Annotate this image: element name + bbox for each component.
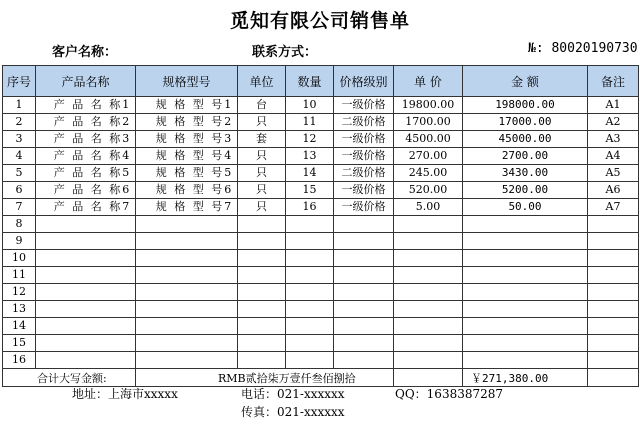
- cell-quantity: 10: [286, 97, 334, 114]
- cell-spec: 规 格 型 号1: [136, 97, 238, 114]
- cell-unit: 只: [238, 165, 286, 182]
- cell-product-name: [36, 352, 136, 369]
- cell-product-name: 产 品 名 称5: [36, 165, 136, 182]
- table-row: [3, 165, 639, 182]
- cell-unit: 只: [238, 182, 286, 199]
- cell-spec: [136, 284, 238, 301]
- header-unit: 单位: [238, 66, 286, 97]
- cell-index: 15: [3, 335, 36, 352]
- cell-product-name: [36, 216, 136, 233]
- page-title: 觅知有限公司销售单: [229, 10, 410, 32]
- table-row: [3, 267, 639, 284]
- cell-spec: [136, 233, 238, 250]
- cell-spec: [136, 267, 238, 284]
- cell-index: 9: [3, 233, 36, 250]
- cell-amount: 45000.00: [463, 131, 588, 148]
- cell-price-level: 二级价格: [334, 165, 394, 182]
- cell-index: 16: [3, 352, 36, 369]
- cell-unit-price: 520.00: [394, 182, 463, 199]
- cell-product-name: [36, 284, 136, 301]
- cell-spec: [136, 301, 238, 318]
- cell-price-level: 一级价格: [334, 182, 394, 199]
- cell-unit-price: 4500.00: [394, 131, 463, 148]
- header-index: 序号: [3, 66, 36, 97]
- cell-price-level: [334, 318, 394, 335]
- cell-product-name: 产 品 名 称3: [36, 131, 136, 148]
- table-row: [3, 318, 639, 335]
- header-amount: 金 额: [463, 66, 588, 97]
- order-number-value: 80020190730: [551, 41, 638, 56]
- cell-remark: A4: [588, 148, 639, 165]
- cell-unit: [238, 216, 286, 233]
- cell-price-level: 一级价格: [334, 148, 394, 165]
- table-row: [3, 301, 639, 318]
- cell-product-name: 产 品 名 称6: [36, 182, 136, 199]
- cell-unit-price: [394, 318, 463, 335]
- cell-unit: [238, 233, 286, 250]
- cell-product-name: [36, 335, 136, 352]
- cell-unit-price: [394, 267, 463, 284]
- cell-price-level: 一级价格: [334, 97, 394, 114]
- cell-amount: 50.00: [463, 199, 588, 216]
- cell-index: 13: [3, 301, 36, 318]
- cell-quantity: [286, 352, 334, 369]
- cell-spec: 规 格 型 号7: [136, 199, 238, 216]
- cell-remark: [588, 301, 639, 318]
- contact-label: 联系方式：: [252, 45, 318, 60]
- header-remark: 备注: [588, 66, 639, 97]
- cell-index: 14: [3, 318, 36, 335]
- table-row: [3, 335, 639, 352]
- cell-remark: A5: [588, 165, 639, 182]
- cell-index: 11: [3, 267, 36, 284]
- cell-unit: [238, 301, 286, 318]
- customer-name-label: 客户名称：: [52, 45, 118, 60]
- cell-spec: [136, 352, 238, 369]
- cell-spec: [136, 216, 238, 233]
- cell-spec: [136, 335, 238, 352]
- cell-product-name: [36, 267, 136, 284]
- cell-remark: [588, 216, 639, 233]
- cell-remark: A6: [588, 182, 639, 199]
- sales-table: [2, 65, 639, 387]
- fax: 传真：021-xxxxxx: [241, 405, 345, 419]
- cell-product-name: 产 品 名 称7: [36, 199, 136, 216]
- table-row: [3, 216, 639, 233]
- cell-price-level: [334, 284, 394, 301]
- cell-quantity: 16: [286, 199, 334, 216]
- table-row: [3, 114, 639, 131]
- cell-product-name: [36, 301, 136, 318]
- cell-index: 4: [3, 148, 36, 165]
- phone: 电话：021-xxxxxx: [241, 387, 345, 401]
- cell-remark: [588, 335, 639, 352]
- cell-product-name: 产 品 名 称2: [36, 114, 136, 131]
- cell-remark: A3: [588, 131, 639, 148]
- cell-amount: [463, 250, 588, 267]
- cell-amount: [463, 335, 588, 352]
- cell-quantity: [286, 216, 334, 233]
- cell-remark: [588, 318, 639, 335]
- cell-unit: 套: [238, 131, 286, 148]
- table-row: [3, 182, 639, 199]
- cell-index: 1: [3, 97, 36, 114]
- cell-remark: [588, 250, 639, 267]
- cell-unit-price: [394, 352, 463, 369]
- cell-quantity: 15: [286, 182, 334, 199]
- cell-quantity: [286, 318, 334, 335]
- cell-quantity: [286, 284, 334, 301]
- cell-amount: 5200.00: [463, 182, 588, 199]
- cell-amount: [463, 301, 588, 318]
- qq: QQ：1638387287: [395, 387, 504, 401]
- cell-quantity: 14: [286, 165, 334, 182]
- order-number-label: №:: [528, 41, 544, 56]
- cell-unit-price: 245.00: [394, 165, 463, 182]
- cell-unit-price: [394, 233, 463, 250]
- cell-unit: [238, 284, 286, 301]
- cell-unit-price: 5.00: [394, 199, 463, 216]
- table-row: [3, 250, 639, 267]
- cell-amount: 2700.00: [463, 148, 588, 165]
- cell-amount: [463, 267, 588, 284]
- cell-amount: 3430.00: [463, 165, 588, 182]
- cell-index: 3: [3, 131, 36, 148]
- total-remark: [588, 369, 639, 387]
- cell-spec: 规 格 型 号6: [136, 182, 238, 199]
- address: 地址：上海市xxxxx: [72, 387, 178, 401]
- header-unit-price: 单 价: [394, 66, 463, 97]
- cell-index: 6: [3, 182, 36, 199]
- cell-amount: [463, 233, 588, 250]
- cell-spec: 规 格 型 号4: [136, 148, 238, 165]
- cell-amount: [463, 352, 588, 369]
- cell-price-level: 二级价格: [334, 114, 394, 131]
- header-quantity: 数量: [286, 66, 334, 97]
- table-row: [3, 148, 639, 165]
- cell-unit-price: 1700.00: [394, 114, 463, 131]
- cell-remark: [588, 352, 639, 369]
- cell-unit: [238, 267, 286, 284]
- cell-remark: [588, 284, 639, 301]
- cell-quantity: [286, 250, 334, 267]
- total-row: [3, 369, 639, 387]
- cell-product-name: 产 品 名 称4: [36, 148, 136, 165]
- cell-quantity: 12: [286, 131, 334, 148]
- cell-product-name: [36, 318, 136, 335]
- cell-index: 7: [3, 199, 36, 216]
- cell-quantity: 11: [286, 114, 334, 131]
- cell-amount: 198000.00: [463, 97, 588, 114]
- total-amount: ￥271,380.00: [463, 369, 588, 387]
- order-number: [528, 41, 638, 56]
- cell-quantity: [286, 301, 334, 318]
- cell-unit: 只: [238, 148, 286, 165]
- cell-product-name: [36, 250, 136, 267]
- cell-price-level: 一级价格: [334, 131, 394, 148]
- cell-price-level: [334, 335, 394, 352]
- header-product-name: 产品名称: [36, 66, 136, 97]
- cell-unit-price: [394, 335, 463, 352]
- cell-amount: [463, 284, 588, 301]
- cell-spec: [136, 318, 238, 335]
- cell-unit: 只: [238, 199, 286, 216]
- table-row: [3, 131, 639, 148]
- table-row: [3, 199, 639, 216]
- cell-price-level: [334, 267, 394, 284]
- total-label: 合计大写金额:: [3, 369, 136, 387]
- cell-spec: 规 格 型 号3: [136, 131, 238, 148]
- cell-index: 12: [3, 284, 36, 301]
- cell-price-level: [334, 250, 394, 267]
- cell-unit: 只: [238, 114, 286, 131]
- cell-price-level: [334, 352, 394, 369]
- cell-unit-price: 270.00: [394, 148, 463, 165]
- cell-index: 10: [3, 250, 36, 267]
- cell-quantity: 13: [286, 148, 334, 165]
- cell-unit: [238, 318, 286, 335]
- cell-price-level: [334, 216, 394, 233]
- cell-unit-price: [394, 216, 463, 233]
- cell-remark: [588, 233, 639, 250]
- cell-spec: 规 格 型 号5: [136, 165, 238, 182]
- cell-price-level: [334, 233, 394, 250]
- cell-spec: 规 格 型 号2: [136, 114, 238, 131]
- cell-index: 5: [3, 165, 36, 182]
- cell-unit: [238, 335, 286, 352]
- cell-unit-price: 19800.00: [394, 97, 463, 114]
- cell-remark: A7: [588, 199, 639, 216]
- total-spacer: [394, 369, 463, 387]
- cell-quantity: [286, 233, 334, 250]
- table-row: [3, 97, 639, 114]
- cell-index: 8: [3, 216, 36, 233]
- cell-unit-price: [394, 250, 463, 267]
- cell-product-name: 产 品 名 称1: [36, 97, 136, 114]
- cell-quantity: [286, 267, 334, 284]
- table-row: [3, 233, 639, 250]
- header-price-level: 价格级别: [334, 66, 394, 97]
- cell-spec: [136, 250, 238, 267]
- header-spec: 规格型号: [136, 66, 238, 97]
- cell-unit: [238, 250, 286, 267]
- cell-price-level: [334, 301, 394, 318]
- table-row: [3, 284, 639, 301]
- table-header-row: [3, 66, 639, 97]
- cell-unit-price: [394, 284, 463, 301]
- cell-unit-price: [394, 301, 463, 318]
- cell-unit: [238, 352, 286, 369]
- total-words: RMB贰拾柒万壹仟叁佰捌拾: [136, 369, 394, 387]
- cell-amount: [463, 216, 588, 233]
- cell-remark: [588, 267, 639, 284]
- cell-index: 2: [3, 114, 36, 131]
- cell-unit: 台: [238, 97, 286, 114]
- table-row: [3, 352, 639, 369]
- cell-product-name: [36, 233, 136, 250]
- cell-quantity: [286, 335, 334, 352]
- cell-price-level: 一级价格: [334, 199, 394, 216]
- cell-remark: A2: [588, 114, 639, 131]
- cell-remark: A1: [588, 97, 639, 114]
- cell-amount: [463, 318, 588, 335]
- cell-amount: 17000.00: [463, 114, 588, 131]
